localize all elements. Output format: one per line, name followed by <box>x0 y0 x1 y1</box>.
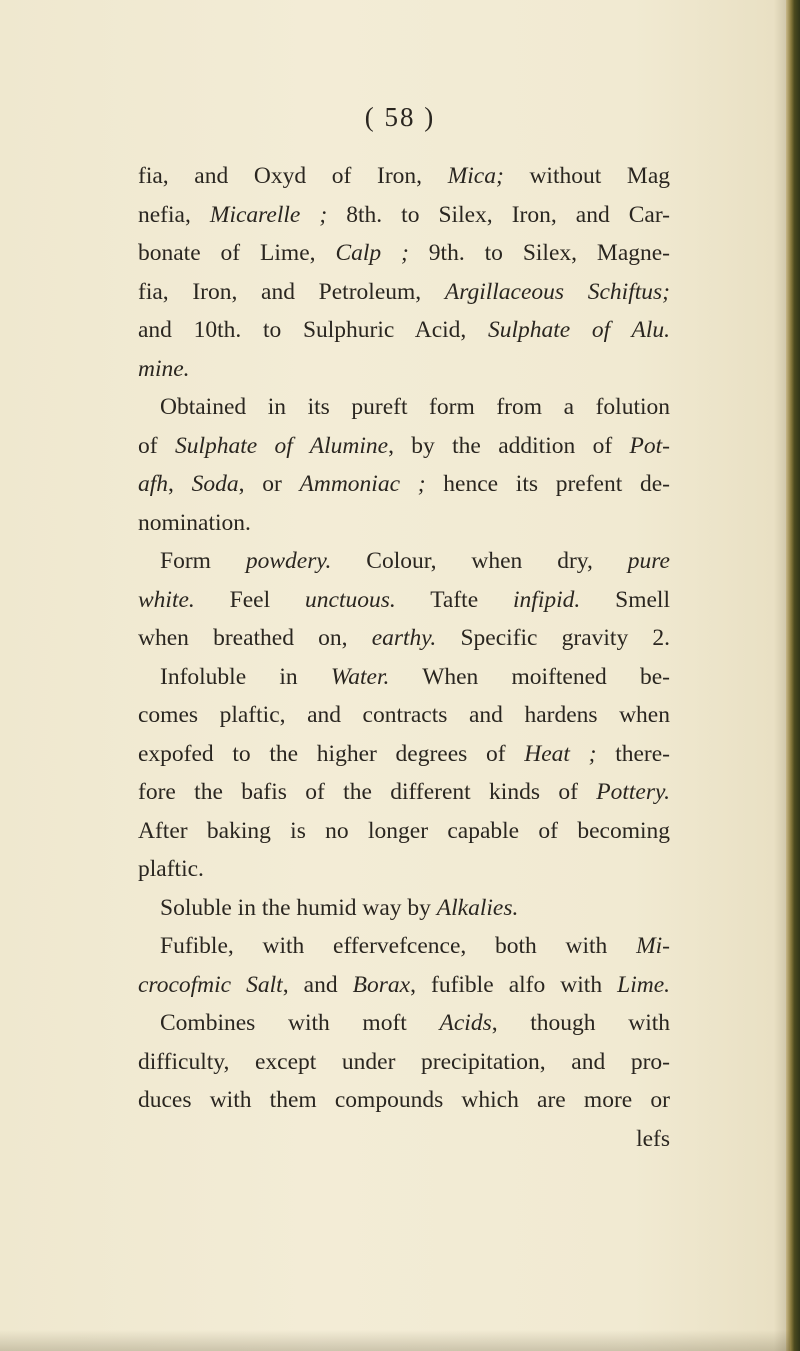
text-run: , by the addition of <box>388 432 630 459</box>
text-run: Fufible, with effervefcence, both with <box>160 933 637 959</box>
text-run: After baking is no longer capable of becoming <box>138 817 670 844</box>
text-run: nefia, <box>138 201 210 228</box>
italic-term: Mica; <box>447 163 504 189</box>
text-line <box>138 465 670 504</box>
text-line <box>138 850 670 889</box>
italic-term: Borax <box>352 971 411 998</box>
text-run: Feel <box>194 586 306 613</box>
text-line <box>138 927 670 966</box>
text-run: Smell <box>580 586 670 613</box>
italic-term: mine. <box>138 355 190 382</box>
text-run: hence its prefent de- <box>425 471 670 497</box>
text-run: Infoluble in <box>160 663 331 690</box>
text-run: When moiftened be- <box>389 663 671 690</box>
text-line <box>138 504 670 543</box>
text-line <box>138 311 670 350</box>
italic-term: unctuous. <box>305 586 396 613</box>
italic-term: infipid. <box>513 586 581 613</box>
text-run: Soluble in the humid way by <box>160 894 437 921</box>
text-line <box>138 735 670 774</box>
text-line <box>138 581 670 620</box>
book-edge <box>786 0 800 1351</box>
italic-term: Acids <box>439 1010 492 1036</box>
text-run: when breathed on, <box>138 625 372 651</box>
italic-term: Heat ; <box>524 740 597 767</box>
text-run: Combines with moft <box>160 1010 440 1036</box>
text-run: difficulty, except under precipitation, and pro- <box>138 1048 670 1075</box>
text-line <box>138 1081 670 1120</box>
text-line <box>138 427 670 466</box>
text-line <box>138 812 670 851</box>
italic-term: Ammoniac ; <box>299 471 426 497</box>
italic-term: Water. <box>330 663 390 690</box>
text-line <box>138 696 670 735</box>
text-run: Colour, when dry, <box>331 548 628 574</box>
text-run: 8th. to Silex, Iron, and Car- <box>327 201 671 228</box>
text-run: fore the bafis of the different kinds of <box>138 779 597 805</box>
italic-term: Sulphate of Alu. <box>488 317 670 343</box>
text-run: Specific gravity 2. <box>436 625 670 651</box>
text-run: expofed to the higher degrees of <box>138 740 525 767</box>
italic-term: earthy. <box>371 625 437 651</box>
italic-term: afh <box>138 471 169 497</box>
text-run: duces with them compounds which are more or <box>138 1087 670 1113</box>
text-run: , fufible alfo with <box>410 971 618 998</box>
text-line <box>138 157 670 196</box>
italic-term: Alkalies. <box>436 894 519 921</box>
text-line <box>138 273 670 312</box>
text-line <box>138 542 670 581</box>
text-run: 9th. to Silex, Magne- <box>408 240 671 266</box>
text-run: , and <box>282 971 353 998</box>
text-run: Tafte <box>395 586 514 613</box>
text-run: , though with <box>491 1010 670 1036</box>
italic-term: pure <box>627 548 670 574</box>
text-line <box>138 658 670 697</box>
body-text <box>138 157 670 1158</box>
text-line <box>138 1043 670 1082</box>
text-line <box>138 388 670 427</box>
text-run: plaftic. <box>138 856 204 882</box>
italic-term: white. <box>138 586 195 613</box>
text-run: fia, Iron, and Petroleum, <box>138 278 445 305</box>
text-run: Obtained in its pureft form from a folution <box>160 394 670 420</box>
page-number: ( 58 ) <box>364 102 436 132</box>
text-line <box>138 773 670 812</box>
text-line <box>138 234 670 273</box>
italic-term: Calp ; <box>335 240 409 266</box>
text-line <box>138 350 670 389</box>
text-line <box>138 889 670 928</box>
text-run: comes plaftic, and contracts and hardens when <box>138 702 670 728</box>
text-run: , <box>168 471 192 497</box>
italic-term: powdery. <box>245 548 332 574</box>
page-bottom-shadow <box>0 1330 790 1351</box>
italic-term: Pottery. <box>596 779 670 805</box>
text-run: nomination. <box>138 509 251 536</box>
italic-term: Lime. <box>617 971 670 998</box>
text-run: Form <box>160 548 246 574</box>
italic-term: Micarelle ; <box>209 201 328 228</box>
text-run: bonate of Lime, <box>138 240 336 266</box>
italic-term: Soda <box>191 471 239 497</box>
text-run: and 10th. to Sulphuric Acid, <box>138 317 488 343</box>
italic-term: Mi- <box>636 933 670 959</box>
catchword: lefs <box>636 1125 670 1152</box>
italic-term: Pot- <box>629 432 670 459</box>
text-run: there- <box>596 740 670 767</box>
italic-term: crocofmic Salt <box>138 971 283 998</box>
text-line <box>138 966 670 1005</box>
italic-term: Sulphate of Alumine <box>174 432 389 459</box>
text-line <box>138 1004 670 1043</box>
italic-term: Argillaceous Schiftus; <box>444 278 670 305</box>
text-run: , or <box>238 471 300 497</box>
text-run: without Mag <box>503 163 670 189</box>
text-line <box>138 196 670 235</box>
text-run: of <box>138 432 175 459</box>
text-run: fia, and Oxyd of Iron, <box>138 163 448 189</box>
text-line <box>138 619 670 658</box>
